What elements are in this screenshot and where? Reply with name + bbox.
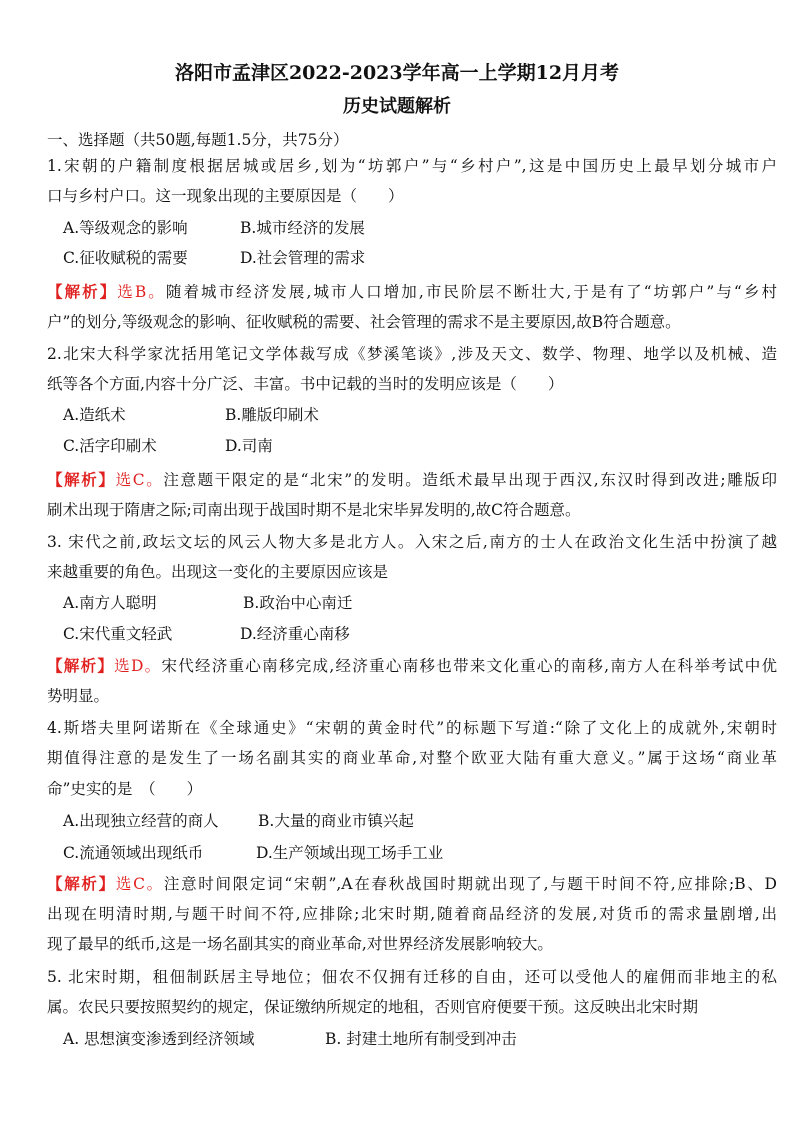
q3-option-d: D.经济重心南移 <box>240 625 350 643</box>
q5-stem-line2: 属。农民只要按照契约的规定，保证缴纳所规定的地租，否则官府便要干预。这反映出北宋时期 <box>47 998 699 1016</box>
q2-explanation-text: 注意题干限定的是“北宋”的发明。造纸术最早出现于西汉,东汉时得到改进;雕版印 <box>163 471 777 489</box>
q1-explanation-text: 随着城市经济发展,城市人口增加,市民阶层不断壮大,于是有了“坊郭户”与“乡村 <box>165 283 777 301</box>
q1-option-a: A.等级观念的影响 <box>63 219 188 237</box>
q2-option-c: C.活字印刷术 <box>63 437 157 455</box>
q5-option-a: A. 思想演变渗透到经济领域 <box>63 1030 255 1048</box>
q2-stem-line2: 纸等各个方面,内容十分广泛、丰富。书中记载的当时的发明应该是（ ） <box>47 375 564 393</box>
analysis-tag: 【解析】 <box>47 874 116 893</box>
q4-option-b: B.大量的商业市镇兴起 <box>258 812 414 830</box>
q2-option-d: D.司南 <box>225 437 273 455</box>
q1-option-b: B.城市经济的发展 <box>240 219 365 237</box>
q3-explanation-line1 <box>47 656 777 676</box>
q3-option-b: B.政治中心南迁 <box>243 594 353 612</box>
analysis-tag: 【解析】 <box>47 656 115 675</box>
q4-stem-line1: 4.斯塔夫里阿诺斯在《全球通史》“宋朝的黄金时代”的标题下写道:“除了文化上的成就外,宋朝时 <box>47 719 777 737</box>
q4-explanation-line2: 出现在明清时期,与题干时间不符,应排除;北宋时期,随着商品经济的发展,对货币的需求量剧增,出 <box>47 905 777 923</box>
q1-answer: 选B。 <box>117 283 166 301</box>
q1-stem-line1: 1.宋朝的户籍制度根据居城或居乡,划为“坊郭户”与“乡村户”,这是中国历史上最早划分城市户 <box>47 157 777 175</box>
q2-explanation-line2: 刷术出现于隋唐之际;司南出现于战国时期不是北宋毕昇发明的,故C符合题意。 <box>47 501 581 519</box>
q4-explanation-text: 注意时间限定词“宋朝”,A在春秋战国时期就出现了,与题干时间不符,应排除;B、D <box>163 875 777 893</box>
q2-stem-line1: 2.北宋大科学家沈括用笔记文学体裁写成《梦溪笔谈》,涉及天文、数学、物理、地学以及机械、造 <box>47 345 777 363</box>
document-subtitle: 历史试题解析 <box>343 96 451 117</box>
q2-answer: 选C。 <box>115 471 164 489</box>
q4-stem-line3: 命”史实的是 （ ） <box>47 780 203 798</box>
q3-answer: 选D。 <box>114 657 162 675</box>
q1-option-d: D.社会管理的需求 <box>240 249 366 267</box>
q2-explanation-line1 <box>47 470 777 490</box>
q2-option-a: A.造纸术 <box>63 406 126 424</box>
q5-option-b: B. 封建土地所有制受到冲击 <box>325 1030 517 1048</box>
q4-stem-line2: 期值得注意的是发生了一场名副其实的商业革命,对整个欧亚大陆有重大意义。”属于这场“商业革 <box>47 749 777 767</box>
q1-stem-line2: 口与乡村户口。这一现象出现的主要原因是（ ） <box>47 187 404 205</box>
q3-stem-line1: 3. 宋代之前,政坛文坛的风云人物大多是北方人。入宋之后,南方的士人在政治文化生活中扮演了越 <box>47 533 777 551</box>
q3-option-c: C.宋代重文轻武 <box>63 625 173 643</box>
q3-explanation-text: 宋代经济重心南移完成,经济重心南移也带来文化重心的南移,南方人在科举考试中优 <box>161 657 777 675</box>
q4-option-d: D.生产领域出现工场手工业 <box>256 844 444 862</box>
q4-option-a: A.出现独立经营的商人 <box>63 812 219 830</box>
q1-explanation-line1 <box>47 282 777 302</box>
q1-option-c: C.征收赋税的需要 <box>63 249 188 267</box>
q4-explanation-line3: 现了最早的纸币,这是一场名副其实的商业革命,对世界经济发展影响较大。 <box>47 935 553 953</box>
q3-stem-line2: 来越重要的角色。出现这一变化的主要原因应该是 <box>47 563 389 581</box>
analysis-tag: 【解析】 <box>47 470 116 489</box>
q4-option-c: C.流通领域出现纸币 <box>63 844 204 862</box>
q4-explanation-line1 <box>47 874 777 894</box>
q5-stem-line1: 5. 北宋时期，租佃制跃居主导地位；佃农不仅拥有迁移的自由，还可以受他人的雇佣而非地主的私 <box>47 968 777 986</box>
section-heading: 一、选择题（共50题,每题1.5分，共75分） <box>47 131 349 149</box>
q1-explanation-line2: 户”的划分,等级观念的影响、征收赋税的需要、社会管理的需求不是主要原因,故B符合题意。 <box>47 313 681 331</box>
q3-explanation-line2: 势明显。 <box>47 687 110 705</box>
analysis-tag: 【解析】 <box>47 282 118 301</box>
q2-option-b: B.雕版印刷术 <box>225 406 319 424</box>
document-title: 洛阳市孟津区2022-2023学年高一上学期12月月考 <box>174 62 620 84</box>
q4-answer: 选C。 <box>115 875 164 893</box>
q3-option-a: A.南方人聪明 <box>63 594 157 612</box>
